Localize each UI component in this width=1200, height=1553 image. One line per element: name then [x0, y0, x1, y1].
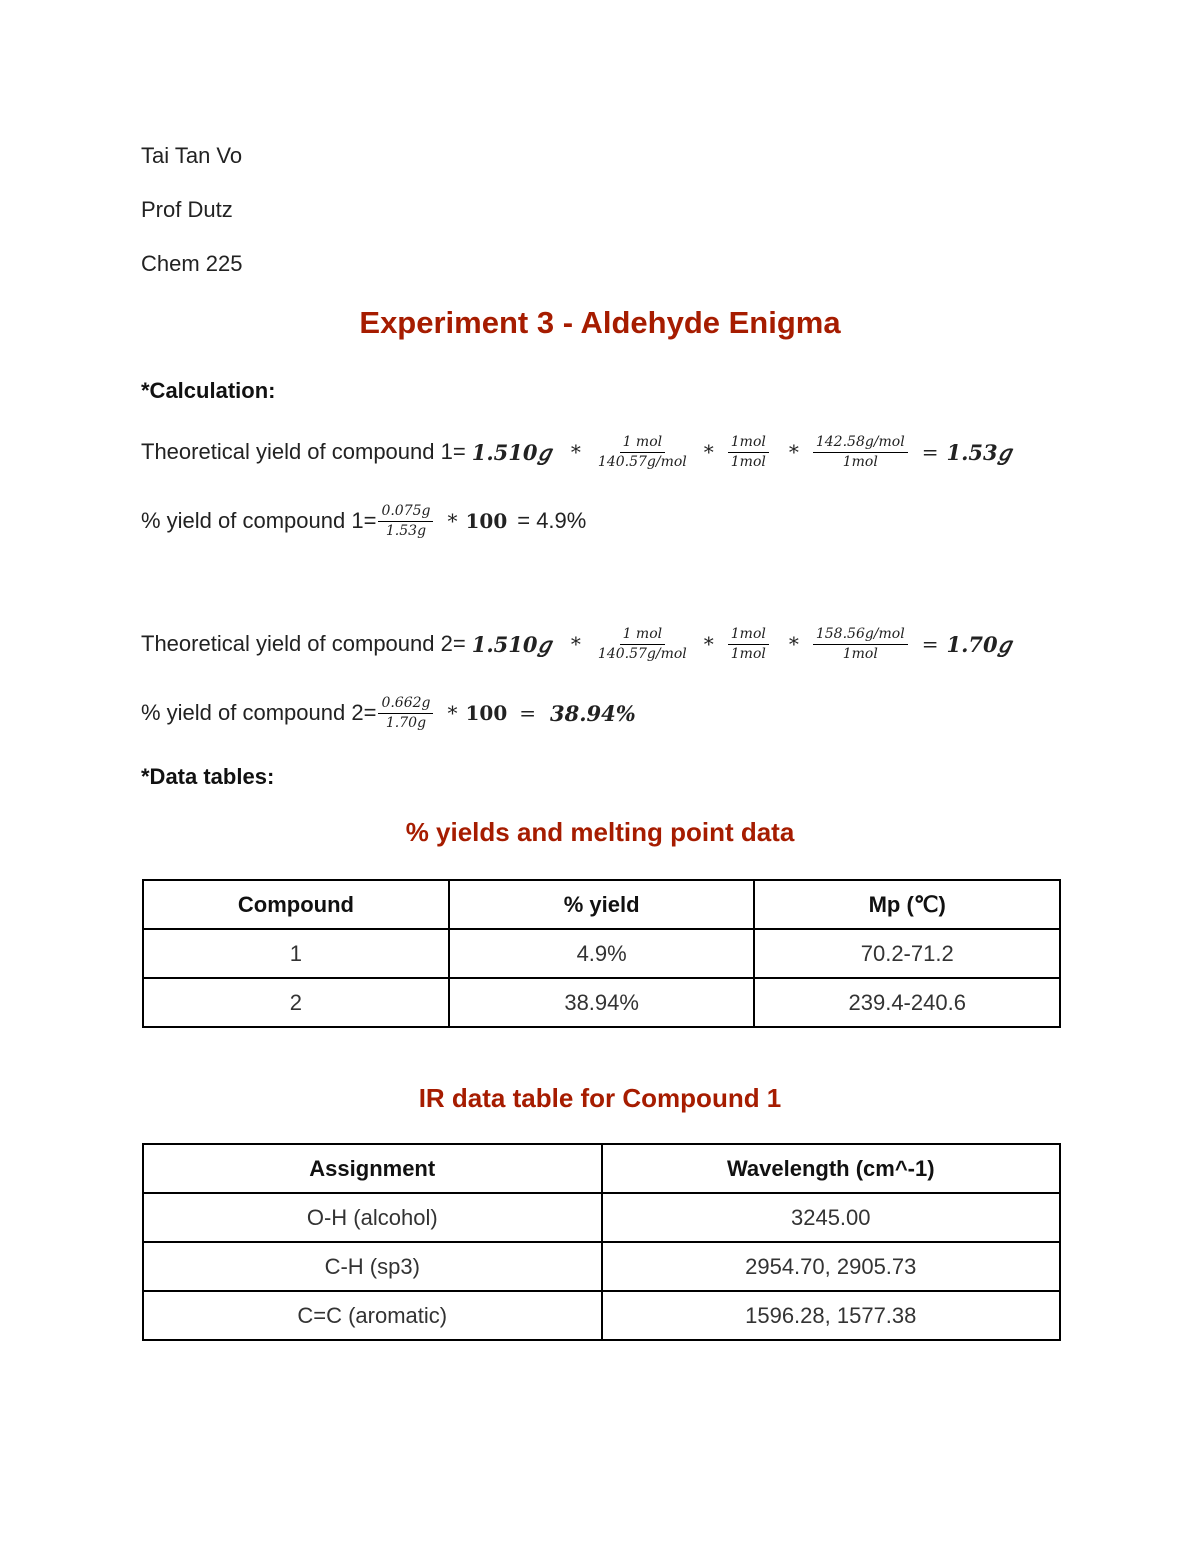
- column-header: % yield: [449, 880, 755, 929]
- fraction: [595, 434, 690, 471]
- fraction-denominator: 1.53𝑔: [385, 522, 427, 539]
- times-symbol: *: [788, 440, 799, 464]
- author-name: Tai Tan Vo: [141, 143, 243, 168]
- table-row: [143, 1193, 1060, 1242]
- professor-name: Prof Dutz: [141, 197, 233, 222]
- fraction-denominator: 140.57𝑔/𝑚𝑜𝑙: [597, 453, 687, 470]
- equals-symbol: =: [921, 632, 939, 656]
- table-cell: 2954.70, 2905.73: [602, 1242, 1061, 1291]
- fraction-numerator: 158.56𝑔/𝑚𝑜𝑙: [813, 626, 908, 645]
- table-cell: 4.9%: [449, 929, 755, 978]
- factor-value: 100: [465, 701, 508, 725]
- times-symbol: *: [570, 440, 581, 464]
- fraction: [813, 626, 908, 663]
- equation-percent-yield-2: [141, 688, 636, 738]
- table-row: [143, 1242, 1060, 1291]
- factor-value: 100: [465, 509, 508, 533]
- fraction: [813, 434, 908, 471]
- table-cell: 1: [143, 929, 449, 978]
- times-symbol: *: [447, 701, 458, 725]
- equals-symbol: =: [921, 440, 939, 464]
- result-value: 38.94%: [550, 700, 636, 726]
- table-cell: C-H (sp3): [143, 1242, 602, 1291]
- times-symbol: *: [703, 440, 714, 464]
- table-row: [143, 1291, 1060, 1340]
- times-symbol: *: [703, 632, 714, 656]
- fraction-numerator: 0.075𝑔: [378, 503, 433, 522]
- page-title: Experiment 3 - Aldehyde Enigma: [359, 305, 841, 340]
- table-cell: 239.4-240.6: [754, 978, 1060, 1027]
- fraction: [378, 503, 433, 540]
- fraction: [728, 626, 769, 663]
- table-row: [143, 929, 1060, 978]
- table1-title: % yields and melting point data: [405, 817, 795, 847]
- fraction: [595, 626, 690, 663]
- column-header: Assignment: [143, 1144, 602, 1193]
- mass-value: 1.510𝑔: [471, 631, 551, 657]
- fraction-denominator: 1𝑚𝑜𝑙: [730, 645, 766, 662]
- result-value: = 4.9%: [517, 508, 587, 533]
- times-symbol: *: [570, 632, 581, 656]
- ir-data-table: [142, 1143, 1061, 1341]
- table-cell: 38.94%: [449, 978, 755, 1027]
- equals-symbol: =: [519, 701, 536, 725]
- column-header: Compound: [143, 880, 449, 929]
- fraction-numerator: 1 𝑚𝑜𝑙: [620, 434, 666, 453]
- table-row: [143, 978, 1060, 1027]
- mass-value: 1.510𝑔: [471, 439, 551, 465]
- fraction-denominator: 1𝑚𝑜𝑙: [730, 453, 766, 470]
- table-cell: 3245.00: [602, 1193, 1061, 1242]
- calculation-heading: *Calculation:: [141, 378, 276, 403]
- fraction: [378, 695, 433, 732]
- fraction-denominator: 140.57𝑔/𝑚𝑜𝑙: [597, 645, 687, 662]
- table-cell: C=C (aromatic): [143, 1291, 602, 1340]
- column-header: Mp (℃): [754, 880, 1060, 929]
- equation-theoretical-yield-2: [141, 619, 1011, 669]
- fraction-numerator: 1 𝑚𝑜𝑙: [620, 626, 666, 645]
- fraction-numerator: 1𝑚𝑜𝑙: [728, 626, 769, 645]
- fraction: [728, 434, 769, 471]
- table-cell: 1596.28, 1577.38: [602, 1291, 1061, 1340]
- table-header-row: [143, 880, 1060, 929]
- fraction-numerator: 0.662𝑔: [378, 695, 433, 714]
- equation-label: Theoretical yield of compound 1=: [141, 439, 466, 464]
- table-cell: 2: [143, 978, 449, 1027]
- fraction-denominator: 1𝑚𝑜𝑙: [842, 645, 878, 662]
- course-name: Chem 225: [141, 251, 243, 276]
- fraction-denominator: 1.70𝑔: [385, 714, 427, 731]
- times-symbol: *: [447, 509, 458, 533]
- fraction-denominator: 1𝑚𝑜𝑙: [842, 453, 878, 470]
- table-cell: 70.2-71.2: [754, 929, 1060, 978]
- table2-title: IR data table for Compound 1: [418, 1083, 782, 1113]
- table-header-row: [143, 1144, 1060, 1193]
- equation-percent-yield-1: [141, 496, 586, 546]
- column-header: Wavelength (cm^-1): [602, 1144, 1061, 1193]
- fraction-numerator: 1𝑚𝑜𝑙: [728, 434, 769, 453]
- table-cell: O-H (alcohol): [143, 1193, 602, 1242]
- data-tables-heading: *Data tables:: [141, 764, 275, 789]
- equation-theoretical-yield-1: [141, 427, 1011, 477]
- times-symbol: *: [788, 632, 799, 656]
- result-value: 1.70𝑔: [946, 631, 1012, 657]
- equation-label: % yield of compound 2=: [141, 700, 377, 725]
- yield-melting-point-table: [142, 879, 1061, 1028]
- fraction-numerator: 142.58𝑔/𝑚𝑜𝑙: [813, 434, 908, 453]
- equation-label: % yield of compound 1=: [141, 508, 377, 533]
- result-value: 1.53𝑔: [946, 439, 1012, 465]
- equation-label: Theoretical yield of compound 2=: [141, 631, 466, 656]
